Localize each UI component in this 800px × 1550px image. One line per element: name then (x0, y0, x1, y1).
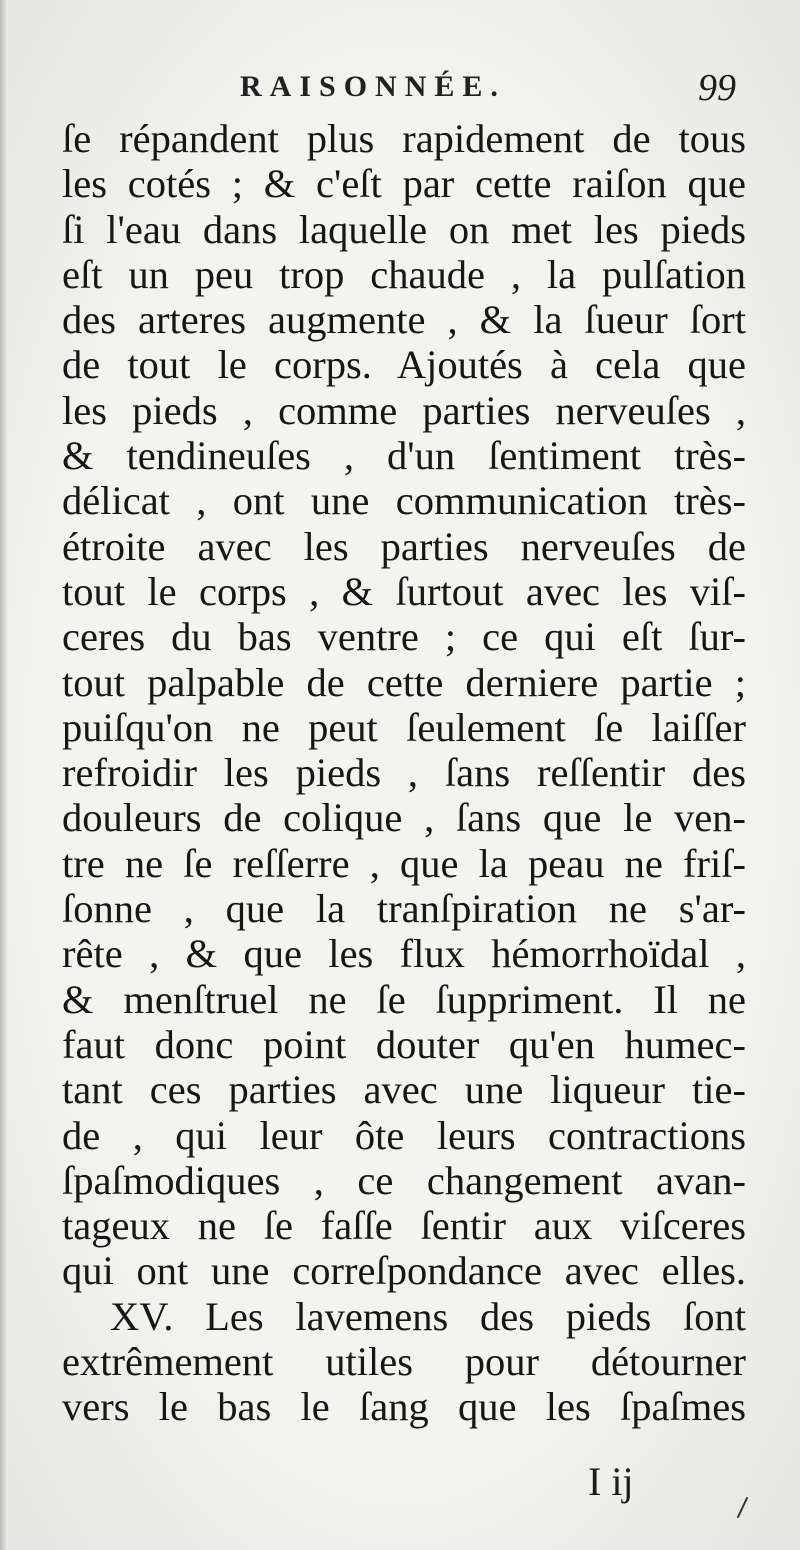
page-footer (580, 1458, 700, 1508)
text-line: faut donc point douter qu'en humec- (62, 1021, 746, 1067)
text-line: tout palpable de cette derniere partie ; (62, 659, 746, 705)
text-line: de , qui leur ôte leurs contractions (62, 1112, 746, 1158)
text-line: ſpaſmodiques , ce changement avan- (62, 1157, 746, 1203)
text-line: les cotés ; & c'eſt par cette raiſon que (62, 161, 746, 207)
text-line: les pieds , comme parties nerveuſes , (62, 387, 746, 433)
text-line: extrêmement utiles pour détourner (62, 1339, 746, 1385)
text-line: des arteres augmente , & la ſueur ſort (62, 297, 746, 343)
text-line: tout le corps , & ſurtout avec les viſ- (62, 568, 746, 614)
text-line: puiſqu'on ne peut ſeulement ſe laiſſer (62, 704, 746, 750)
text-line: vers le bas le ſang que les ſpaſmes (62, 1384, 746, 1430)
text-line: tre ne ſe reſſerre , que la peau ne friſ- (62, 840, 746, 886)
text-line: eſt un peu trop chaude , la pulſation (62, 251, 746, 297)
text-line: tageux ne ſe faſſe ſentir aux viſceres (62, 1203, 746, 1249)
page-gutter-shadow (0, 0, 8, 1550)
text-line: refroidir les pieds , ſans reſſentir des (62, 750, 746, 796)
text-line: ſi l'eau dans laquelle on met les pieds (62, 206, 746, 252)
text-line: ſonne , que la tranſpiration ne s'ar- (62, 886, 746, 932)
text-line: ſe répandent plus rapidement de tous (62, 116, 746, 161)
signature-mark: I ij (588, 1459, 634, 1504)
text-line: rête , & que les flux hémorrhoïdal , (62, 931, 746, 977)
section-heading-line: XV. Les lavemens des pieds ſont (110, 1293, 746, 1339)
page-number: 99 (698, 67, 736, 109)
body-text (62, 116, 746, 1430)
text-line: douleurs de colique , ſans que le ven- (62, 795, 746, 841)
running-title: RAISONNÉE. (240, 70, 506, 103)
ink-stroke-mark (735, 1497, 749, 1519)
text-line: de tout le corps. Ajoutés à cela que (62, 342, 746, 388)
page-header (60, 67, 750, 114)
text-line: tant ces parties avec une liqueur tie- (62, 1067, 746, 1113)
text-line: & tendineuſes , d'un ſentiment très- (62, 433, 746, 479)
text-line: qui ont une correſpondance avec elles. (62, 1248, 746, 1294)
text-line: étroite avec les parties nerveuſes de (62, 523, 746, 569)
text-line: ceres du bas ventre ; ce qui eſt ſur- (62, 614, 746, 660)
text-line: délicat , ont une communication très- (62, 478, 746, 524)
text-line: & menſtruel ne ſe ſuppriment. Il ne (62, 976, 746, 1022)
